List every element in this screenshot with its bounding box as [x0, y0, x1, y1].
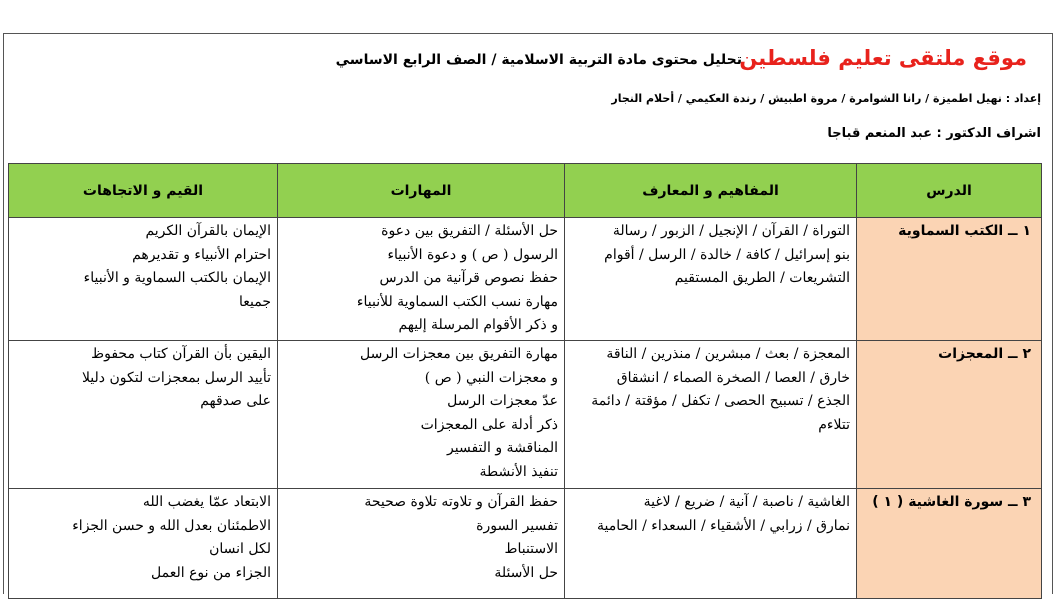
cell-line: احترام الأنبياء و تقديرهم [132, 246, 271, 263]
cell-line: و ذكر الأقوام المرسلة إليهم [398, 317, 558, 333]
header-concepts: المفاهيم و المعارف [565, 164, 857, 218]
cell-line: على صدقهم [200, 393, 271, 409]
cell-line: حفظ القرآن و تلاوته تلاوة صحيحة [364, 494, 558, 510]
header-lesson: الدرس [857, 164, 1042, 218]
cell-line: خارق / العصا / الصخرة الصماء / انشقاق [616, 369, 850, 386]
cell-line: نمارق / زرابي / الأشقياء / السعداء / الحامية [597, 517, 850, 534]
cell-line: تنفيذ الأنشطة [479, 463, 558, 480]
cell-line: الجذع / تسبيح الحصى / تكفل / مؤقتة / دائمة [591, 393, 850, 409]
cell-line: المعجزة / بعث / مبشرين / منذرين / الناقة [606, 346, 850, 362]
values-cell [9, 218, 278, 341]
cell-line: الاستنباط [504, 541, 558, 557]
table-row [9, 341, 1042, 489]
table-row [9, 218, 1042, 341]
cell-line: لكل انسان [209, 541, 271, 557]
cell-line: تفسير السورة [476, 517, 558, 534]
cell-line: حل الأسئلة / التفريق بين دعوة [381, 223, 558, 239]
values-cell [9, 341, 278, 489]
cell-line: التوراة / القرآن / الإنجيل / الزبور / رسالة [612, 223, 850, 239]
table-header-row [9, 164, 1042, 218]
document-title: تحليل محتوى مادة التربية الاسلامية / الصف الرابع الاساسي [335, 52, 742, 68]
cell-line: حفظ نصوص قرآنية من الدرس [379, 270, 558, 286]
lesson-cell: ٢ ــ المعجزات [857, 341, 1042, 489]
concepts-cell [565, 218, 857, 341]
cell-line: الاطمئنان بعدل الله و حسن الجزاء [72, 517, 271, 534]
lesson-cell: ١ ــ الكتب السماوية [857, 218, 1042, 341]
cell-line: الجزاء من نوع العمل [151, 564, 271, 581]
cell-line: اليقين بأن القرآن كتاب محفوظ [91, 346, 271, 362]
cell-line: تتلاءم [818, 416, 850, 433]
prepared-by: إعداد : نهيل اطميزة / رانا الشوامرة / مروة اطبيش / رندة العكيمي / أحلام النجار [611, 92, 1041, 105]
cell-line: التشريعات / الطريق المستقيم [674, 270, 850, 286]
cell-line: الرسول ( ص ) و دعوة الأنبياء [387, 246, 558, 263]
skills-cell [278, 341, 565, 489]
cell-line: ذكر أدلة على المعجزات [420, 416, 558, 433]
cell-line: تأييد الرسل بمعجزات لتكون دليلا [81, 369, 271, 386]
cell-line: الابتعاد عمّا يغضب الله [142, 494, 271, 510]
concepts-cell [565, 341, 857, 489]
cell-line: الإيمان بالقرآن الكريم [145, 223, 271, 239]
cell-line: و معجزات النبي ( ص ) [424, 369, 558, 386]
cell-line: مهارة نسب الكتب السماوية للأنبياء [356, 293, 558, 310]
cell-line: مهارة التفريق بين معجزات الرسل [360, 346, 558, 362]
site-title: موقع ملتقى تعليم فلسطين [739, 46, 1027, 70]
supervisor: اشراف الدكتور : عبد المنعم قباجا [827, 126, 1041, 141]
skills-cell [278, 218, 565, 341]
cell-line: جميعا [239, 293, 271, 310]
lesson-cell: ٣ ــ سورة الغاشية ( ١ ) [857, 489, 1042, 599]
skills-cell [278, 489, 565, 599]
values-cell [9, 489, 278, 599]
cell-line: المناقشة و التفسير [447, 440, 558, 456]
concepts-cell [565, 489, 857, 599]
cell-line: الإيمان بالكتب السماوية و الأنبياء [83, 270, 271, 286]
table-row [9, 489, 1042, 599]
header-values: القيم و الاتجاهات [9, 164, 278, 218]
cell-line: عدّ معجزات الرسل [447, 393, 558, 409]
content-analysis-table [8, 163, 1042, 599]
cell-line: بنو إسرائيل / كافة / خالدة / الرسل / أقوام [604, 246, 850, 263]
cell-line: حل الأسئلة [494, 564, 558, 581]
header-skills: المهارات [278, 164, 565, 218]
cell-line: الغاشية / ناصبة / آنية / ضريع / لاغية [643, 494, 850, 510]
